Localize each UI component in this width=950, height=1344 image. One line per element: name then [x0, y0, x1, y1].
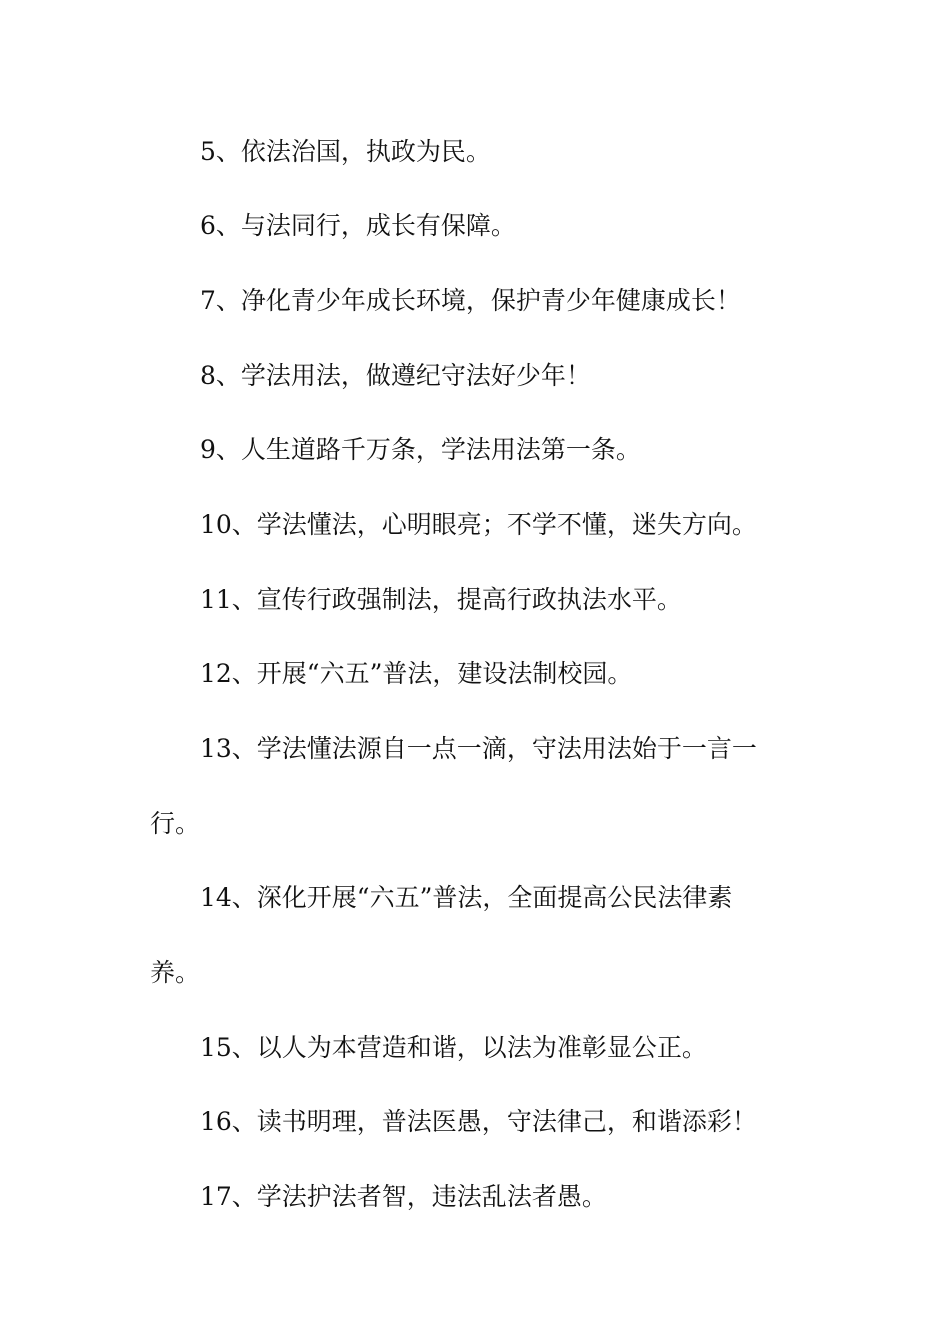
slogan-15: 15、以人为本营造和谐，以法为准彰显公正。 — [200, 1033, 707, 1062]
slogan-5: 5、依法治国，执政为民。 — [200, 137, 491, 166]
slogan-14-continued: 养。 — [150, 958, 201, 987]
slogan-8: 8、学法用法，做遵纪守法好少年！ — [200, 361, 591, 390]
slogan-7: 7、净化青少年成长环境，保护青少年健康成长！ — [200, 286, 741, 315]
slogan-17: 17、学法护法者智，违法乱法者愚。 — [200, 1182, 607, 1211]
slogan-13: 13、学法懂法源自一点一滴，守法用法始于一言一 — [200, 734, 757, 763]
slogan-11: 11、宣传行政强制法，提高行政执法水平。 — [200, 585, 682, 614]
slogan-14: 14、深化开展“六五”普法，全面提高公民法律素 — [200, 883, 733, 912]
slogan-12: 12、开展“六五”普法，建设法制校园。 — [200, 659, 633, 688]
slogan-16: 16、读书明理，普法医愚，守法律己，和谐添彩！ — [200, 1107, 757, 1136]
slogan-9: 9、人生道路千万条，学法用法第一条。 — [200, 435, 641, 464]
slogan-13-continued: 行。 — [150, 809, 201, 838]
slogan-6: 6、与法同行，成长有保障。 — [200, 211, 516, 240]
slogan-10: 10、学法懂法，心明眼亮；不学不懂，迷失方向。 — [200, 510, 757, 539]
